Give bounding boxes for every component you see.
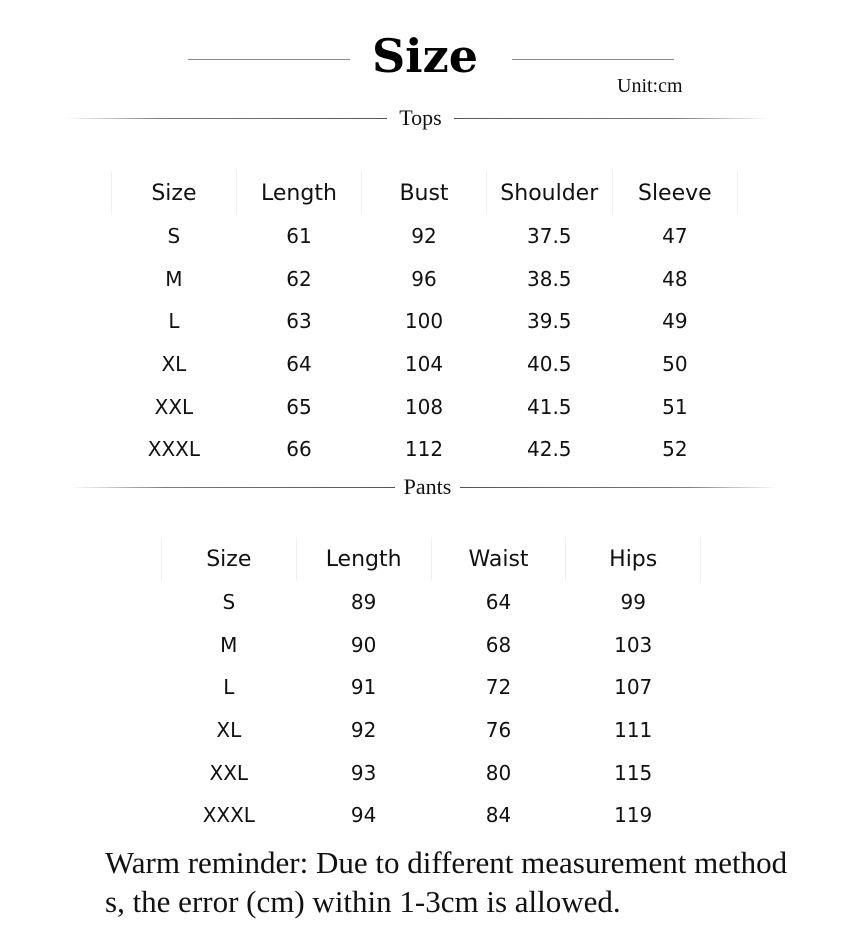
table-cell: 68 [485, 632, 512, 657]
table-cell: XXL [154, 394, 194, 419]
table-cell: 76 [485, 718, 512, 743]
pants-header-length: Length [296, 537, 431, 581]
table-cell: XL [216, 718, 242, 743]
table-row [112, 385, 738, 428]
table-cell: 111 [614, 718, 653, 743]
tops-section-title: Tops [399, 105, 442, 130]
pants-header-hips: Hips [566, 537, 701, 581]
table-cell: 96 [411, 266, 437, 291]
table-cell: 40.5 [527, 352, 572, 377]
table-cell: 64 [286, 352, 312, 377]
table-cell: 93 [350, 760, 377, 785]
table-cell: 48 [662, 266, 688, 291]
table-cell: 65 [286, 394, 312, 419]
tops-divider-left [65, 118, 387, 119]
table-cell: 119 [614, 803, 653, 828]
pants-header-waist: Waist [431, 537, 566, 581]
table-row [112, 300, 738, 343]
table-row [112, 343, 738, 386]
pants-divider-right [460, 487, 780, 488]
title-block [0, 28, 850, 88]
table-cell: 107 [614, 675, 653, 700]
table-row [162, 751, 701, 794]
tops-header-bust: Bust [362, 171, 487, 215]
warm-reminder-note: Warm reminder: Due to different measurement methods, the error (cm) within 1-3cm is allowed. [105, 845, 788, 919]
pants-section-title: Pants [403, 474, 452, 499]
table-cell: 50 [662, 352, 688, 377]
tops-header-size: Size [112, 171, 237, 215]
table-row [112, 258, 738, 301]
table-cell: 89 [350, 590, 377, 615]
table-cell: 80 [485, 760, 512, 785]
table-row [162, 581, 701, 624]
table-cell: XXL [209, 760, 249, 785]
table-cell: 37.5 [527, 224, 572, 249]
tops-header-row [112, 171, 738, 215]
table-row [162, 666, 701, 709]
table-cell: 94 [350, 803, 377, 828]
tops-header-sleeve: Sleeve [612, 171, 737, 215]
table-cell: 52 [662, 437, 688, 462]
tops-divider-right [454, 118, 769, 119]
table-cell: S [167, 224, 181, 249]
table-cell: 115 [614, 760, 653, 785]
table-cell: 100 [404, 309, 444, 334]
table-cell: 72 [485, 675, 512, 700]
table-cell: 99 [620, 590, 646, 615]
table-cell: 84 [485, 803, 512, 828]
table-cell: 66 [286, 437, 312, 462]
table-cell: 92 [350, 718, 377, 743]
table-cell: L [223, 675, 235, 700]
table-cell: 47 [662, 224, 688, 249]
tops-header-shoulder: Shoulder [486, 171, 612, 215]
pants-header-size: Size [162, 537, 297, 581]
title-divider-right [512, 59, 674, 60]
table-cell: 104 [404, 352, 444, 377]
table-cell: XXXL [202, 803, 255, 828]
tops-header-length: Length [236, 171, 361, 215]
table-cell: 61 [286, 224, 312, 249]
table-cell: 64 [485, 590, 512, 615]
table-cell: 103 [614, 632, 653, 657]
table-row [162, 624, 701, 667]
tops-size-table [111, 171, 738, 471]
table-cell: 63 [286, 309, 312, 334]
page-title: Size [371, 29, 479, 83]
tops-section-header [0, 104, 850, 134]
table-cell: XL [161, 352, 187, 377]
table-cell: 91 [350, 675, 377, 700]
table-cell: 39.5 [527, 309, 572, 334]
pants-divider-left [70, 487, 395, 488]
table-cell: S [222, 590, 236, 615]
pants-header-row [162, 537, 701, 581]
pants-size-table [161, 537, 701, 837]
table-cell: 112 [404, 437, 444, 462]
table-row [162, 794, 701, 837]
table-cell: M [220, 632, 238, 657]
pants-section-header [0, 473, 850, 503]
table-row [162, 709, 701, 752]
table-cell: 62 [286, 266, 312, 291]
unit-label: Unit:cm [617, 75, 683, 97]
table-cell: 90 [350, 632, 377, 657]
table-cell: L [168, 309, 180, 334]
table-cell: 42.5 [527, 437, 572, 462]
table-cell: 38.5 [527, 266, 572, 291]
table-cell: 108 [404, 394, 444, 419]
table-cell: 51 [662, 394, 688, 419]
table-row [112, 428, 738, 471]
table-cell: XXXL [147, 437, 201, 462]
table-cell: 92 [411, 224, 437, 249]
table-cell: M [165, 266, 183, 291]
table-cell: 49 [662, 309, 688, 334]
table-cell: 41.5 [527, 394, 572, 419]
table-row [112, 215, 738, 258]
